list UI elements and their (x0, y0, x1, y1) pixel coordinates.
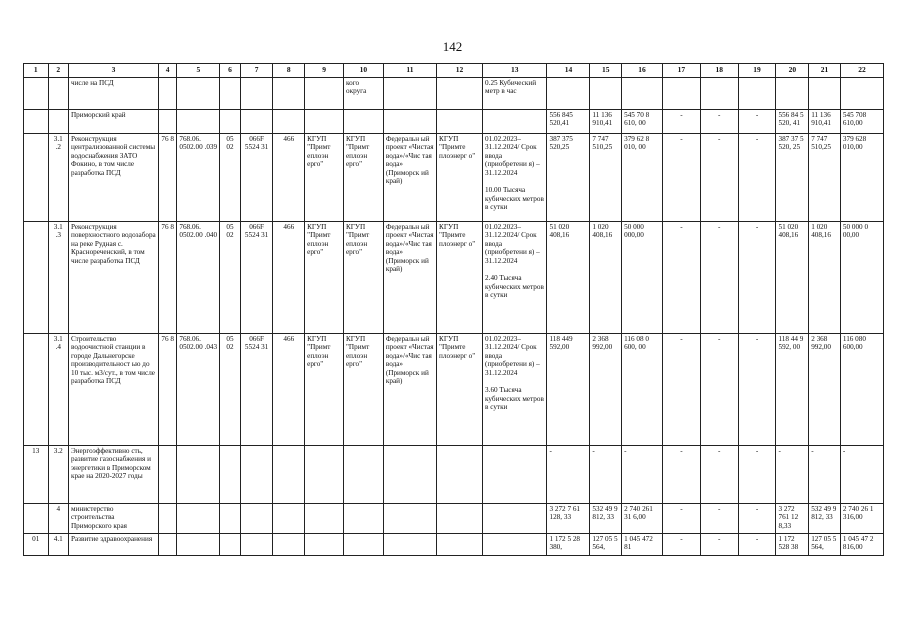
column-number-19: 19 (738, 64, 776, 78)
cell-col-21: 11 136 910,41 (809, 110, 841, 134)
cell-col-22: 1 045 47 2 816,00 (840, 534, 883, 556)
cell-col-12 (437, 504, 483, 534)
cell-col-17: - (662, 534, 700, 556)
cell-col-21: 7 747 510,25 (809, 134, 841, 222)
cell-col-17: - (662, 110, 700, 134)
cell-col-4 (158, 504, 176, 534)
cell-col-17 (662, 78, 700, 110)
column-number-8: 8 (273, 64, 305, 78)
cell-col-6 (220, 78, 240, 110)
cell-col-21: 127 05 5 564, (809, 534, 841, 556)
page-number: 142 (442, 39, 463, 54)
cell-col-2: 4.1 (48, 534, 68, 556)
column-number-4: 4 (158, 64, 176, 78)
cell-col-9 (305, 504, 344, 534)
cell-col-4: 76 8 (158, 134, 176, 222)
cell-col-20: 387 37 5 520, 25 (776, 134, 809, 222)
cell-col-11: Федеральн ый проект «Чистая вода»/«Чис тая вода» (Приморск ий край) (383, 334, 436, 446)
cell-col-15: 127 05 5 564, (590, 534, 622, 556)
table-row (24, 134, 884, 222)
cell-col-19: - (738, 504, 776, 534)
cell-col-6: 05 02 (220, 134, 240, 222)
cell-col-22: 545 708 610,00 (840, 110, 883, 134)
term-text: 01.02.2023– 31.12.2024/ Срок ввода (приобретени я) – 31.12.2024 (485, 335, 540, 377)
cell-col-8: 466 (273, 334, 305, 446)
cell-col-9: КГУП "Примт еплоэн ерго" (305, 334, 344, 446)
term-text: 01.02.2023– 31.12.2024/ Срок ввода (приобретени я) – 31.12.2024 (485, 223, 540, 265)
cell-col-18 (700, 78, 738, 110)
cell-col-1 (24, 334, 49, 446)
cell-col-14: 387 375 520,25 (547, 134, 590, 222)
cell-col-6: 05 02 (220, 334, 240, 446)
cell-col-1 (24, 78, 49, 110)
table-row (24, 504, 884, 534)
spacer (485, 377, 544, 386)
cell-col-12 (437, 446, 483, 504)
cell-col-17: - (662, 504, 700, 534)
cell-col-3: Энергоэффективно сть, развитие газоснабжения и энергетики в Приморском крае на 2020-2027 годы (68, 446, 158, 504)
cell-col-16 (622, 78, 663, 110)
cell-col-21 (809, 78, 841, 110)
cell-col-21: - (809, 446, 841, 504)
cell-col-8 (273, 110, 305, 134)
cell-col-4 (158, 78, 176, 110)
cell-col-21: 1 020 408,16 (809, 222, 841, 334)
cell-col-1 (24, 222, 49, 334)
cell-col-13 (483, 110, 547, 134)
cell-col-4 (158, 110, 176, 134)
cell-col-10: кого округа (343, 78, 383, 110)
cell-col-1: 13 (24, 446, 49, 504)
cell-col-5 (177, 110, 220, 134)
cell-col-2: 3.1 .3 (48, 222, 68, 334)
cell-col-18: - (700, 534, 738, 556)
cell-col-15: 532 49 9 812, 33 (590, 504, 622, 534)
cell-col-20: 51 020 408,16 (776, 222, 809, 334)
cell-col-8 (273, 78, 305, 110)
cell-col-2: 3.1 .2 (48, 134, 68, 222)
cell-col-7 (240, 78, 273, 110)
cell-col-12 (437, 534, 483, 556)
cell-col-16: 2 740 261 31 6,00 (622, 504, 663, 534)
column-number-3: 3 (68, 64, 158, 78)
cell-col-16: 116 08 0 600, 00 (622, 334, 663, 446)
cell-col-20 (776, 78, 809, 110)
cell-col-9: КГУП "Примт еплоэн ерго" (305, 222, 344, 334)
cell-col-10 (343, 534, 383, 556)
cell-col-16: 545 70 8 610, 00 (622, 110, 663, 134)
cell-col-9 (305, 446, 344, 504)
cell-col-8: 466 (273, 222, 305, 334)
cell-col-16: - (622, 446, 663, 504)
cell-col-7 (240, 110, 273, 134)
column-number-20: 20 (776, 64, 809, 78)
capacity-text: 3.60 Тысяча кубических метров в сутки (485, 386, 544, 412)
term-text: 01.02.2023– 31.12.2024/ Срок ввода (приобретени я) – 31.12.2024 (485, 135, 540, 177)
cell-col-22: 379 628 010,00 (840, 134, 883, 222)
cell-col-4 (158, 534, 176, 556)
cell-col-5 (177, 504, 220, 534)
cell-col-13 (483, 222, 547, 334)
cell-col-19: - (738, 446, 776, 504)
column-number-7: 7 (240, 64, 273, 78)
cell-col-20: - (776, 446, 809, 504)
cell-col-13 (483, 534, 547, 556)
cell-col-11: Федеральн ый проект «Чистая вода»/«Чис тая вода» (Приморск ий край) (383, 222, 436, 334)
cell-col-8 (273, 534, 305, 556)
cell-col-11 (383, 446, 436, 504)
cell-col-1 (24, 110, 49, 134)
cell-col-18: - (700, 504, 738, 534)
cell-col-10: КГУП "Примт еплоэн ерго" (343, 334, 383, 446)
cell-col-13 (483, 78, 547, 110)
column-number-12: 12 (437, 64, 483, 78)
cell-col-19: - (738, 334, 776, 446)
cell-col-7 (240, 534, 273, 556)
cell-col-11: Федеральн ый проект «Чистая вода»/«Чис тая вода» (Приморск ий край) (383, 134, 436, 222)
cell-col-4: 76 8 (158, 334, 176, 446)
cell-col-5 (177, 446, 220, 504)
column-number-11: 11 (383, 64, 436, 78)
cell-col-18: - (700, 134, 738, 222)
cell-col-22 (840, 78, 883, 110)
cell-col-1 (24, 134, 49, 222)
cell-col-6 (220, 446, 240, 504)
cell-col-4: 76 8 (158, 222, 176, 334)
cell-col-5: 768.06. 0502.00 .043 (177, 334, 220, 446)
column-number-1: 1 (24, 64, 49, 78)
cell-col-20: 118 44 9 592, 00 (776, 334, 809, 446)
cell-col-22: - (840, 446, 883, 504)
spacer (485, 177, 544, 186)
cell-col-2 (48, 110, 68, 134)
cell-col-17: - (662, 222, 700, 334)
cell-col-9 (305, 534, 344, 556)
cell-col-9 (305, 78, 344, 110)
cell-col-19: - (738, 110, 776, 134)
cell-col-2 (48, 78, 68, 110)
cell-col-18: - (700, 110, 738, 134)
spacer (485, 265, 544, 274)
capacity-text: 10.00 Тысяча кубических метров в сутки (485, 186, 544, 212)
column-number-16: 16 (622, 64, 663, 78)
table-row (24, 534, 884, 556)
cell-col-19: - (738, 134, 776, 222)
cell-col-6 (220, 110, 240, 134)
table-row (24, 78, 884, 110)
cell-col-14: 1 172 5 28 380, (547, 534, 590, 556)
cell-col-11 (383, 78, 436, 110)
cell-col-14: 3 272 7 61 128, 33 (547, 504, 590, 534)
cell-col-20: 1 172 528 38 (776, 534, 809, 556)
column-number-9: 9 (305, 64, 344, 78)
cell-col-12 (437, 78, 483, 110)
cell-col-1: 01 (24, 534, 49, 556)
cell-col-6 (220, 504, 240, 534)
cell-col-8: 466 (273, 134, 305, 222)
cell-col-22: 50 000 0 00,00 (840, 222, 883, 334)
cell-col-12: КГУП "Примте плоэнерг о" (437, 134, 483, 222)
table-row (24, 110, 884, 134)
cell-col-18: - (700, 446, 738, 504)
cell-col-8 (273, 446, 305, 504)
cell-col-17: - (662, 334, 700, 446)
cell-col-7: 066F 5524 31 (240, 134, 273, 222)
cell-col-15 (590, 78, 622, 110)
cell-col-16: 1 045 472 81 (622, 534, 663, 556)
column-number-10: 10 (343, 64, 383, 78)
table-row (24, 446, 884, 504)
cell-col-11 (383, 110, 436, 134)
cell-col-11 (383, 534, 436, 556)
cell-col-10: КГУП "Примт еплоэн ерго" (343, 134, 383, 222)
cell-col-19: - (738, 222, 776, 334)
cell-col-17: - (662, 134, 700, 222)
column-number-5: 5 (177, 64, 220, 78)
cell-col-5: 768.06. 0502.00 .039 (177, 134, 220, 222)
cell-col-7: 066F 5524 31 (240, 222, 273, 334)
column-number-13: 13 (483, 64, 547, 78)
cell-col-2: 3.1 .4 (48, 334, 68, 446)
cell-col-3: Реконструкция поверхностного водозабора на реке Рудная с. Краснореченский, в том числе разработка ПСД (68, 222, 158, 334)
cell-col-2: 4 (48, 504, 68, 534)
cell-col-15: 11 136 910,41 (590, 110, 622, 134)
column-number-2: 2 (48, 64, 68, 78)
cell-col-12: КГУП "Примте плоэнерг о" (437, 334, 483, 446)
cell-col-5 (177, 534, 220, 556)
cell-col-10 (343, 504, 383, 534)
cell-col-11 (383, 504, 436, 534)
cell-col-22: 2 740 26 1 316,00 (840, 504, 883, 534)
cell-col-10 (343, 446, 383, 504)
table-row (24, 222, 884, 334)
capacity-text: 2.40 Тысяча кубических метров в сутки (485, 274, 544, 300)
cell-col-3: министерство строительства Приморского края (68, 504, 158, 534)
column-number-15: 15 (590, 64, 622, 78)
cell-col-15: 7 747 510,25 (590, 134, 622, 222)
cell-col-21: 2 368 992,00 (809, 334, 841, 446)
cell-col-8 (273, 504, 305, 534)
cell-col-7 (240, 446, 273, 504)
budget-table (23, 63, 884, 556)
cell-col-7 (240, 504, 273, 534)
cell-col-13 (483, 504, 547, 534)
cell-col-5: 768.06. 0502.00 .040 (177, 222, 220, 334)
cell-col-21: 532 49 9 812, 33 (809, 504, 841, 534)
cell-col-12: КГУП "Примте плоэнерг о" (437, 222, 483, 334)
cell-col-16: 50 000 000,00 (622, 222, 663, 334)
cell-col-1 (24, 504, 49, 534)
cell-col-18: - (700, 222, 738, 334)
cell-col-9 (305, 110, 344, 134)
column-number-6: 6 (220, 64, 240, 78)
cell-col-3: числе на ПСД (68, 78, 158, 110)
cell-col-5 (177, 78, 220, 110)
cell-col-13 (483, 334, 547, 446)
cell-col-3: Развитие здравоохранения (68, 534, 158, 556)
cell-col-3: Строительство водоочистной станции в городе Дальнегорске производительност ью до 10 тыс. м3/сут., в том числе разработка ПСД (68, 334, 158, 446)
cell-col-17: - (662, 446, 700, 504)
column-number-18: 18 (700, 64, 738, 78)
cell-col-2: 3.2 (48, 446, 68, 504)
cell-col-14: 556 845 520,41 (547, 110, 590, 134)
cell-col-20: 556 84 5 520, 41 (776, 110, 809, 134)
cell-col-20: 3 272 761 12 8,33 (776, 504, 809, 534)
header-row (24, 64, 884, 78)
cell-col-15: 1 020 408,16 (590, 222, 622, 334)
table-row (24, 334, 884, 446)
cell-col-10 (343, 110, 383, 134)
cell-col-22: 116 080 600,00 (840, 334, 883, 446)
cell-col-13 (483, 134, 547, 222)
cell-col-7: 066F 5524 31 (240, 334, 273, 446)
cell-col-18: - (700, 334, 738, 446)
cell-col-14 (547, 78, 590, 110)
cell-col-14: - (547, 446, 590, 504)
cell-col-6: 05 02 (220, 222, 240, 334)
term-text: 0.25 Кубический метр в час (485, 79, 537, 96)
cell-col-16: 379 62 8 010, 00 (622, 134, 663, 222)
cell-col-14: 51 020 408,16 (547, 222, 590, 334)
cell-col-19 (738, 78, 776, 110)
cell-col-10: КГУП "Примт еплоэн ерго" (343, 222, 383, 334)
column-number-14: 14 (547, 64, 590, 78)
cell-col-3: Реконструкция централизованной системы водоснабжения ЗАТО Фокино, в том числе разработка ПСД (68, 134, 158, 222)
cell-col-3: Приморский край (68, 110, 158, 134)
column-number-21: 21 (809, 64, 841, 78)
cell-col-12 (437, 110, 483, 134)
cell-col-9: КГУП "Примт еплоэн ерго" (305, 134, 344, 222)
column-number-17: 17 (662, 64, 700, 78)
cell-col-15: 2 368 992,00 (590, 334, 622, 446)
cell-col-19: - (738, 534, 776, 556)
cell-col-13 (483, 446, 547, 504)
cell-col-6 (220, 534, 240, 556)
cell-col-14: 118 449 592,00 (547, 334, 590, 446)
cell-col-4 (158, 446, 176, 504)
cell-col-15: - (590, 446, 622, 504)
column-number-22: 22 (840, 64, 883, 78)
